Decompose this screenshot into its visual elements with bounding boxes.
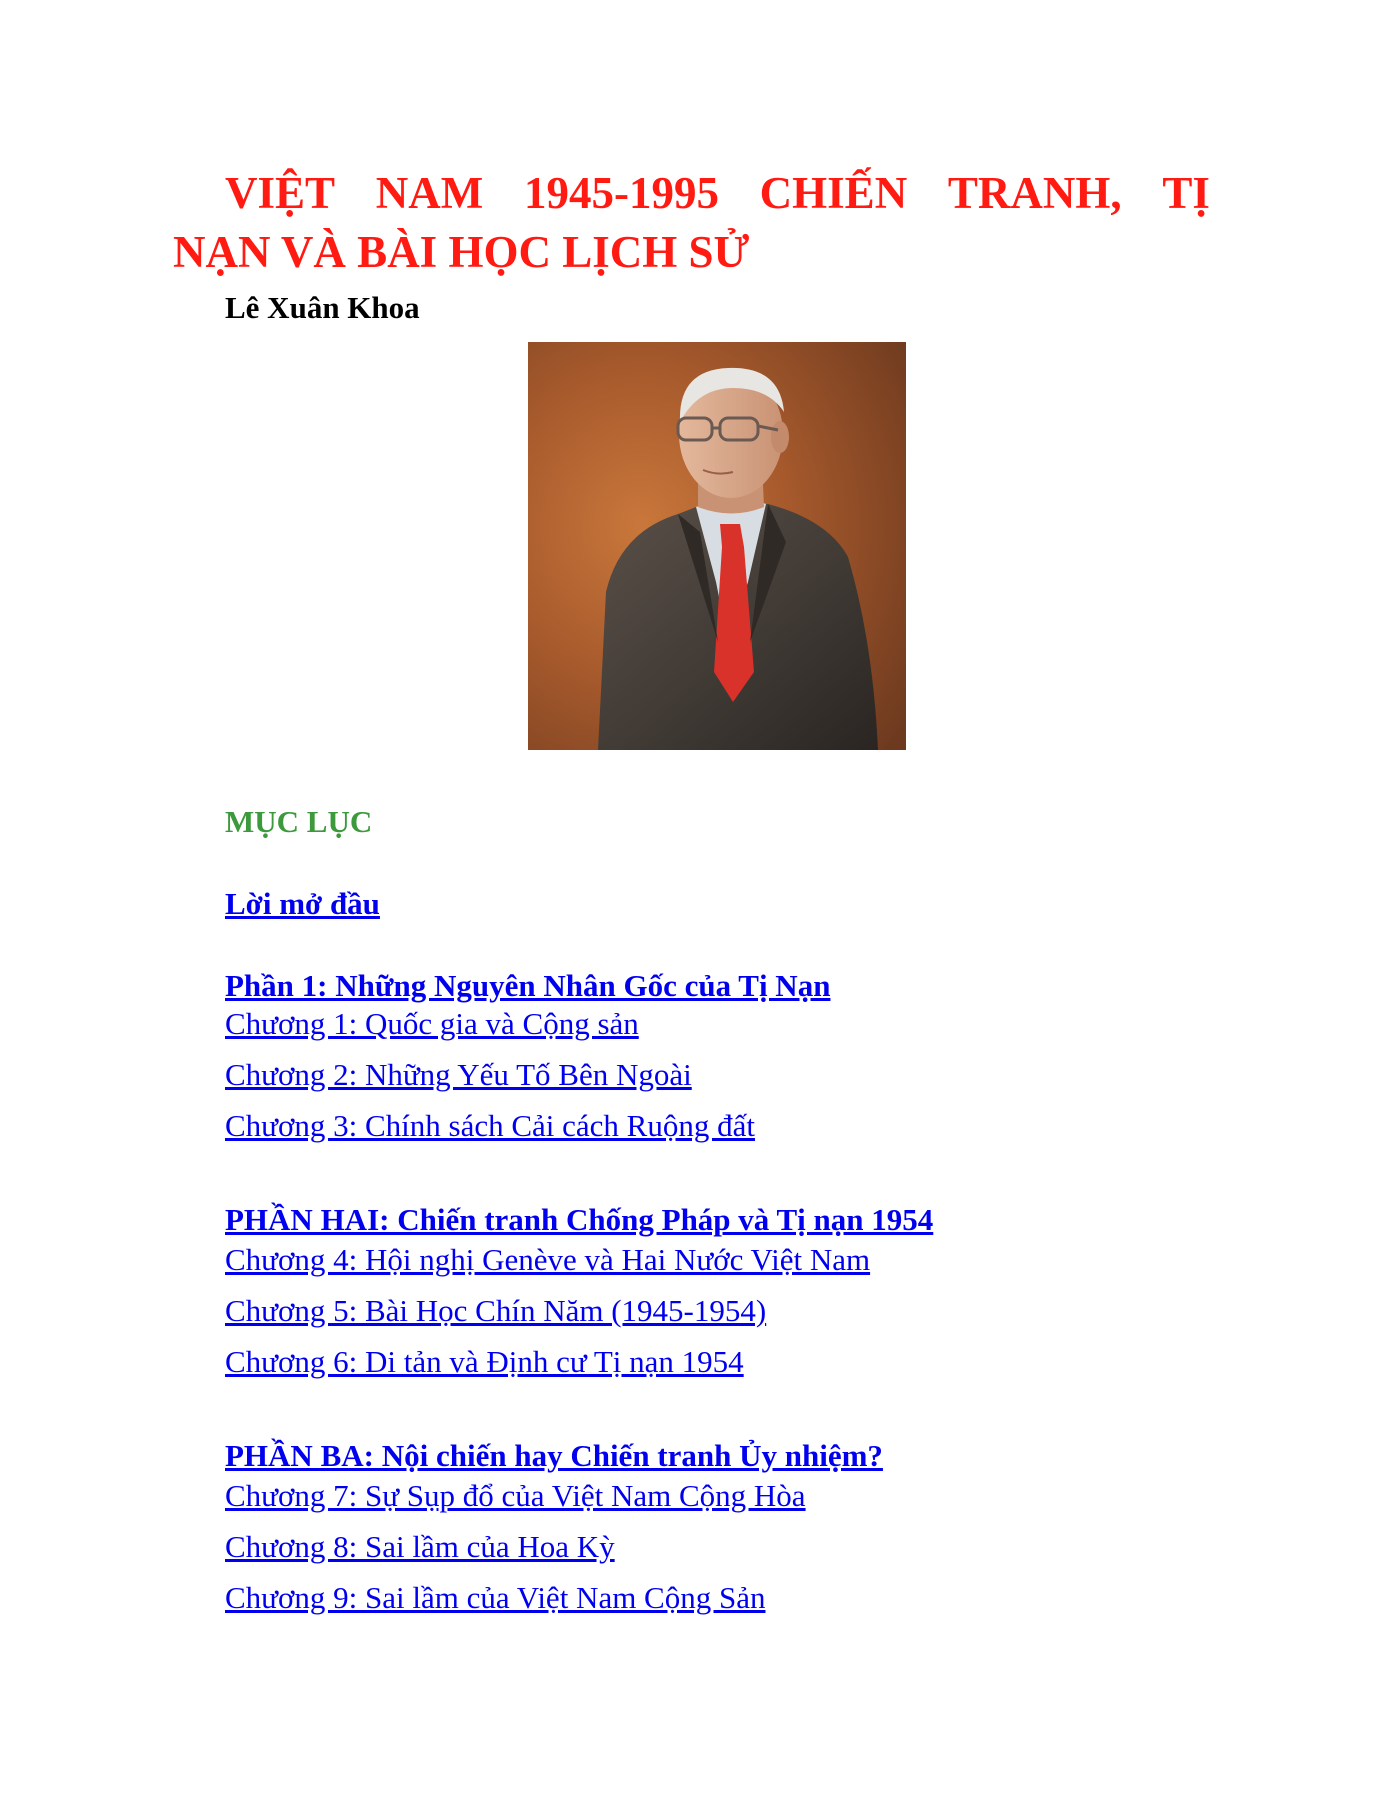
toc-link-chapter-2[interactable]: Chương 2: Những Yếu Tố Bên Ngoài <box>225 1057 692 1092</box>
toc-link-chapter-5[interactable]: Chương 5: Bài Học Chín Năm (1945-1954) <box>225 1293 767 1328</box>
title-word: TRANH, <box>947 168 1122 218</box>
toc-link-chapter-8[interactable]: Chương 8: Sai lầm của Hoa Kỳ <box>225 1529 615 1564</box>
portrait-painting <box>528 342 906 750</box>
toc-link-part-1[interactable]: Phần 1: Những Nguyên Nhân Gốc của Tị Nạn <box>225 968 831 1003</box>
toc-link-part-2[interactable]: PHẦN HAI: Chiến tranh Chống Pháp và Tị nạn 1954 <box>225 1202 934 1237</box>
toc-link-intro[interactable]: Lời mở đầu <box>225 886 380 921</box>
toc-link-chapter-9[interactable]: Chương 9: Sai lầm của Việt Nam Cộng Sản <box>225 1580 766 1615</box>
toc-link-part-3[interactable]: PHẦN BA: Nội chiến hay Chiến tranh Ủy nhiệm? <box>225 1438 883 1473</box>
document-title-line-2: NẠN VÀ BÀI HỌC LỊCH SỬ <box>173 227 750 277</box>
toc-link-chapter-6[interactable]: Chương 6: Di tản và Định cư Tị nạn 1954 <box>225 1344 744 1379</box>
toc-link-chapter-4[interactable]: Chương 4: Hội nghị Genève và Hai Nước Việt Nam <box>225 1242 871 1277</box>
title-word: TỊ <box>1162 168 1210 218</box>
author-portrait <box>528 342 906 750</box>
toc-link-chapter-7[interactable]: Chương 7: Sự Sụp đổ của Việt Nam Cộng Hòa <box>225 1478 806 1513</box>
title-word: 1945-1995 <box>523 168 719 218</box>
title-word: VIỆT <box>225 168 336 218</box>
title-word: NAM <box>375 168 484 218</box>
toc-link-chapter-3[interactable]: Chương 3: Chính sách Cải cách Ruộng đất <box>225 1108 755 1143</box>
title-word: CHIẾN <box>759 168 908 218</box>
author-name: Lê Xuân Khoa <box>225 290 420 325</box>
document-title-line-1 <box>225 165 1210 221</box>
toc-heading: MỤC LỤC <box>225 804 373 839</box>
toc-link-chapter-1[interactable]: Chương 1: Quốc gia và Cộng sản <box>225 1006 639 1041</box>
